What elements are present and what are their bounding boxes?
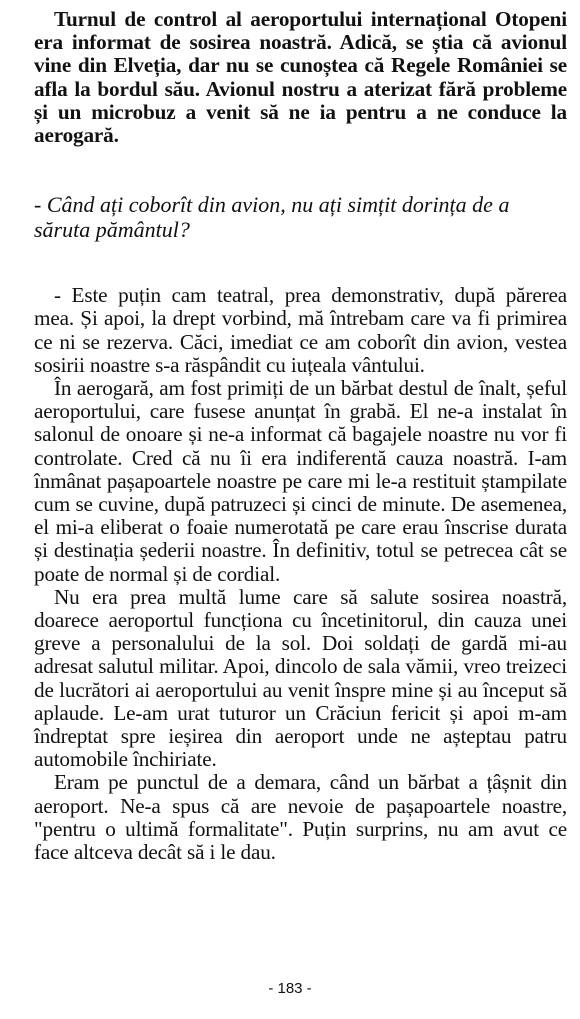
paragraph-airport-chief: În aerogară, am fost primiți de un bărbat destul de înalt, șeful aeroportului, care fusese anunțat în grabă. El ne-a instalat în salonul de onoare și ne-a informat că bagajele noastre nu vor fi controlate. Cred că nu îi era indiferentă cauza noastră. I-am înmânat pașapoartele noastre pe care mi le-a restituit ștampilate cum se cuvine, după patruzeci și cinci de minute. De asemenea, el mi-a eliberat o foaie numerotată pe care erau înscrise durata și destinația șederii noastre. În definitiv, totul se petrecea cât se poate de normal și de cordial. xyxy=(34,376,567,586)
paragraph-welcome: Nu era prea multă lume care să salute sosirea noastră, doarece aeroportul funcționa cu încetinitorul, din cauza unei greve a personalului de la sol. Doi soldați de gardă mi-au adresat salutul militar. Apoi, dincolo de sala vămii, vreo treizeci de lucrători ai aeroportului au venit înspre mine și au început să aplaude. Le-am urat tuturor un Crăciun fericit și apoi m-am îndreptat spre ieșirea din aeroport unde ne așteptau patru automobile închiriate. xyxy=(34,584,567,772)
paragraph-passports: Eram pe punctul de a demara, când un bărbat a țâșnit din aeroport. Ne-a spus că are nevoie de pașapoartele noastre, "pentru o ultimă formalitate". Puțin surprins, nu am avut ce face altceva decât să i le dau. xyxy=(34,770,567,865)
paragraph-otopeni-arrival: Turnul de control al aeroportului internațional Otopeni era informat de sosirea noastră. Adică, se știa că avionul vine din Elveția, dar nu se cunoștea că Regele României se afla la bordul său. Avionul nostru a aterizat fără probleme și un microbuz a venit să ne ia pentru a ne conduce la aerogară. xyxy=(34,7,567,148)
paragraph-answer: - Este puțin cam teatral, prea demonstrativ, după părerea mea. Și apoi, la drept vorbind, mă întrebam care va fi primirea ce ni se rezerva. Căci, imediat ce am coborît din avion, vestea sosirii noastre s-a răspândit cu iuțeala vântului. xyxy=(34,283,567,377)
book-page xyxy=(34,8,567,1008)
interview-question: - Când ați coborît din avion, nu ați simțit dorința de a săruta pământul? xyxy=(34,192,510,242)
spacer xyxy=(34,147,567,193)
page-number: - 183 - xyxy=(268,980,312,997)
spacer xyxy=(34,242,567,284)
